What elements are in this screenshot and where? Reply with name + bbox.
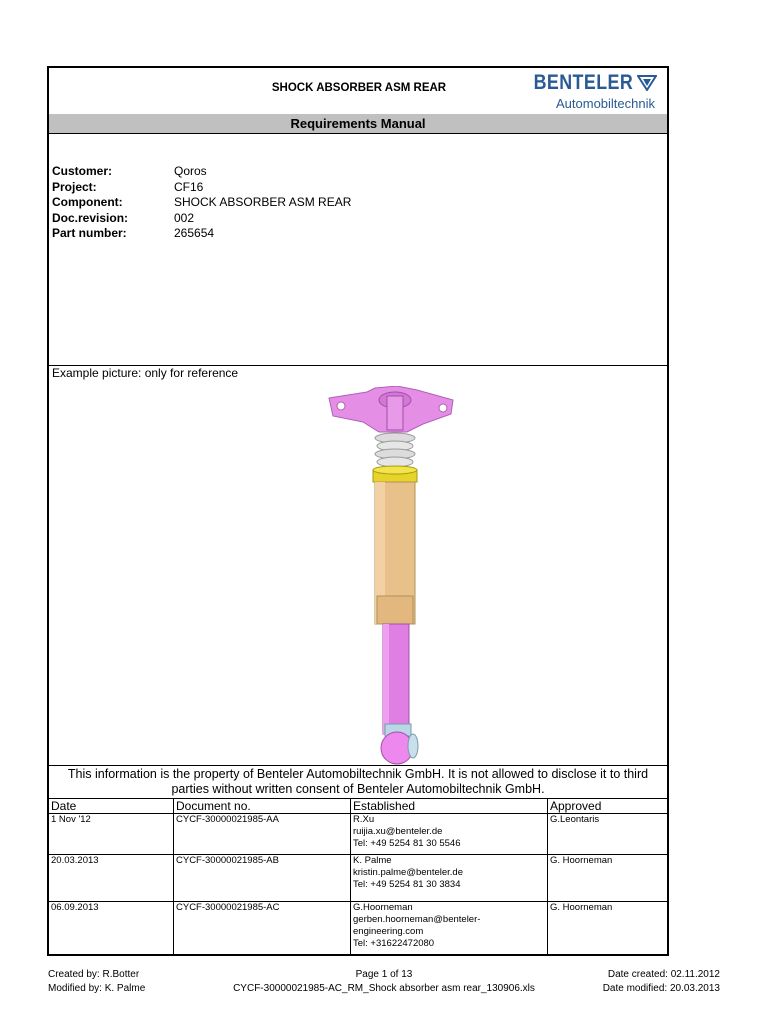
info-row-part-number (52, 226, 351, 242)
table-row (49, 855, 668, 902)
cell-document: CYCF-30000021985-AC (174, 902, 351, 956)
cell-established (351, 902, 548, 956)
info-label: Customer: (52, 164, 113, 178)
info-value: Qoros (174, 164, 207, 178)
column-header-date: Date (49, 799, 174, 814)
footer-right (603, 968, 720, 996)
cell-approved: G. Hoorneman (548, 855, 668, 902)
cell-established (351, 855, 548, 902)
cell-date: 1 Nov '12 (49, 814, 174, 855)
column-header-approved: Approved (548, 799, 668, 814)
cell-date: 06.09.2013 (49, 902, 174, 956)
modified-by: Modified by: K. Palme (48, 983, 146, 994)
table-header-row (49, 799, 668, 814)
logo-subtitle: Automobiltechnik (556, 96, 655, 111)
section-title: Requirements Manual (290, 116, 426, 131)
document-header (49, 68, 667, 115)
page-number: Page 1 of 13 (355, 969, 413, 980)
benteler-logo (525, 71, 657, 111)
info-row-component (52, 195, 351, 211)
revision-table (48, 798, 668, 956)
established-email: ruijia.xu@benteler.de (353, 826, 443, 837)
file-name: CYCF-30000021985-AC_RM_Shock absorber asm rear_130906.xls (233, 983, 535, 994)
date-created: Date created: 02.11.2012 (607, 969, 720, 980)
cell-document: CYCF-30000021985-AA (174, 814, 351, 855)
info-value: SHOCK ABSORBER ASM REAR (174, 195, 352, 209)
shock-absorber-image (327, 386, 467, 766)
info-value: 002 (174, 210, 195, 225)
cell-approved: G.Leontaris (548, 814, 668, 855)
cell-approved: G. Hoorneman (548, 902, 668, 956)
divider (49, 765, 667, 766)
established-name: G.Hoorneman (353, 902, 413, 913)
info-label: Project: (52, 179, 97, 194)
notice-line: parties without written consent of Benteler Automobiltechnik GmbH. (171, 782, 545, 796)
established-email-cont: engineering.com (353, 926, 424, 937)
document-sheet (47, 66, 669, 956)
cell-established (351, 814, 548, 855)
column-header-document: Document no. (174, 799, 351, 814)
info-label: Doc.revision: (52, 210, 129, 225)
established-phone: Tel: +49 5254 81 30 3834 (353, 879, 461, 890)
info-row-doc-revision (52, 211, 351, 227)
established-phone: Tel: +31622472080 (353, 938, 435, 949)
cell-date: 20.03.2013 (49, 855, 174, 902)
logo-triangle-icon (637, 75, 657, 91)
established-email: kristin.palme@benteler.de (353, 867, 463, 878)
established-email: gerben.hoorneman@benteler- (353, 914, 481, 925)
created-by: Created by: R.Botter (48, 969, 140, 980)
project-info (52, 164, 351, 242)
established-name: K. Palme (353, 855, 392, 866)
cell-document: CYCF-30000021985-AB (174, 855, 351, 902)
column-header-established: Established (351, 799, 548, 814)
info-label: Part number: (52, 226, 127, 240)
logo-wordmark: BENTELER (533, 71, 633, 94)
established-phone: Tel: +49 5254 81 30 5546 (353, 838, 461, 849)
info-label: Component: (52, 195, 123, 209)
section-band (49, 114, 667, 134)
info-row-project (52, 180, 351, 196)
confidentiality-notice (49, 767, 667, 797)
info-row-customer (52, 164, 351, 180)
info-value: 265654 (174, 226, 215, 240)
date-modified: Date modified: 20.03.2013 (602, 983, 720, 994)
established-name: R.Xu (353, 814, 375, 825)
table-row (49, 902, 668, 956)
info-value: CF16 (174, 179, 204, 194)
picture-caption: Example picture: only for reference (52, 366, 239, 380)
notice-line: This information is the property of Benteler Automobiltechnik GmbH. It is not allowed to disclose it to third (67, 767, 649, 781)
document-title: SHOCK ABSORBER ASM REAR (271, 82, 447, 94)
table-row (49, 814, 668, 855)
